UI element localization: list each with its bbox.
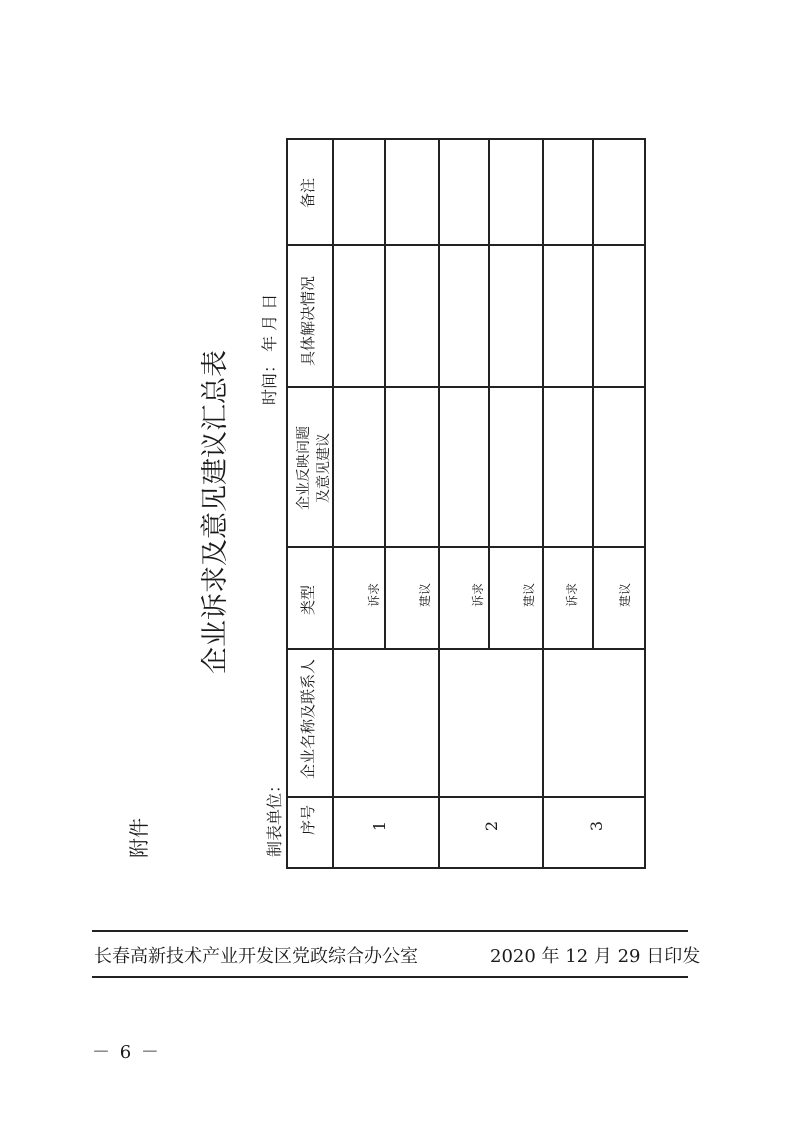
- row-3-type-appeal: 诉求: [565, 583, 579, 608]
- row-3-seq: 3: [587, 820, 606, 832]
- table-border-left: [286, 138, 288, 868]
- row-2-type-appeal: 诉求: [471, 583, 485, 608]
- col-sep-company: [286, 796, 646, 798]
- footer-issued-date: 2020 年 12 月 29 日印发: [490, 946, 701, 967]
- header-issues-line2: 及意见建议: [316, 433, 332, 503]
- summary-table: [286, 138, 646, 868]
- row-1-type-suggestion: 建议: [418, 583, 432, 608]
- header-seq: 序号: [299, 805, 317, 836]
- header-company: 企业名称及联系人: [299, 659, 317, 780]
- footer-rule-top: [92, 930, 688, 932]
- row-sep-2a: [488, 138, 490, 648]
- header-issues-line1: 企业反映问题: [296, 426, 312, 510]
- row-3-type-suggestion: 建议: [618, 583, 632, 608]
- col-sep-type: [286, 648, 646, 650]
- row-sep-header: [332, 138, 334, 868]
- page-number: － 6 －: [92, 1042, 161, 1063]
- table-border-bottom: [286, 867, 646, 869]
- table-border-right: [644, 138, 646, 868]
- header-type: 类型: [299, 585, 317, 616]
- table-title: 企业诉求及意见建议汇总表: [200, 350, 231, 674]
- row-1-type-appeal: 诉求: [367, 583, 381, 608]
- row-sep-3a: [592, 138, 594, 648]
- row-1-seq: 1: [370, 820, 389, 832]
- row-sep-1: [438, 138, 440, 868]
- row-sep-2: [542, 138, 544, 868]
- header-resolution: 具体解决情况: [299, 276, 317, 367]
- attachment-label: 附件: [127, 818, 151, 858]
- date-label: 时间： 年 月 日: [260, 293, 279, 405]
- footer-rule-bottom: [92, 976, 688, 978]
- header-remarks: 备注: [299, 178, 317, 209]
- row-2-type-suggestion: 建议: [522, 583, 536, 608]
- compiler-label: 制表单位：: [265, 777, 284, 858]
- footer-issuer: 长春高新技术产业开发区党政综合办公室: [94, 946, 418, 967]
- row-sep-1a: [384, 138, 386, 648]
- row-2-seq: 2: [482, 820, 501, 832]
